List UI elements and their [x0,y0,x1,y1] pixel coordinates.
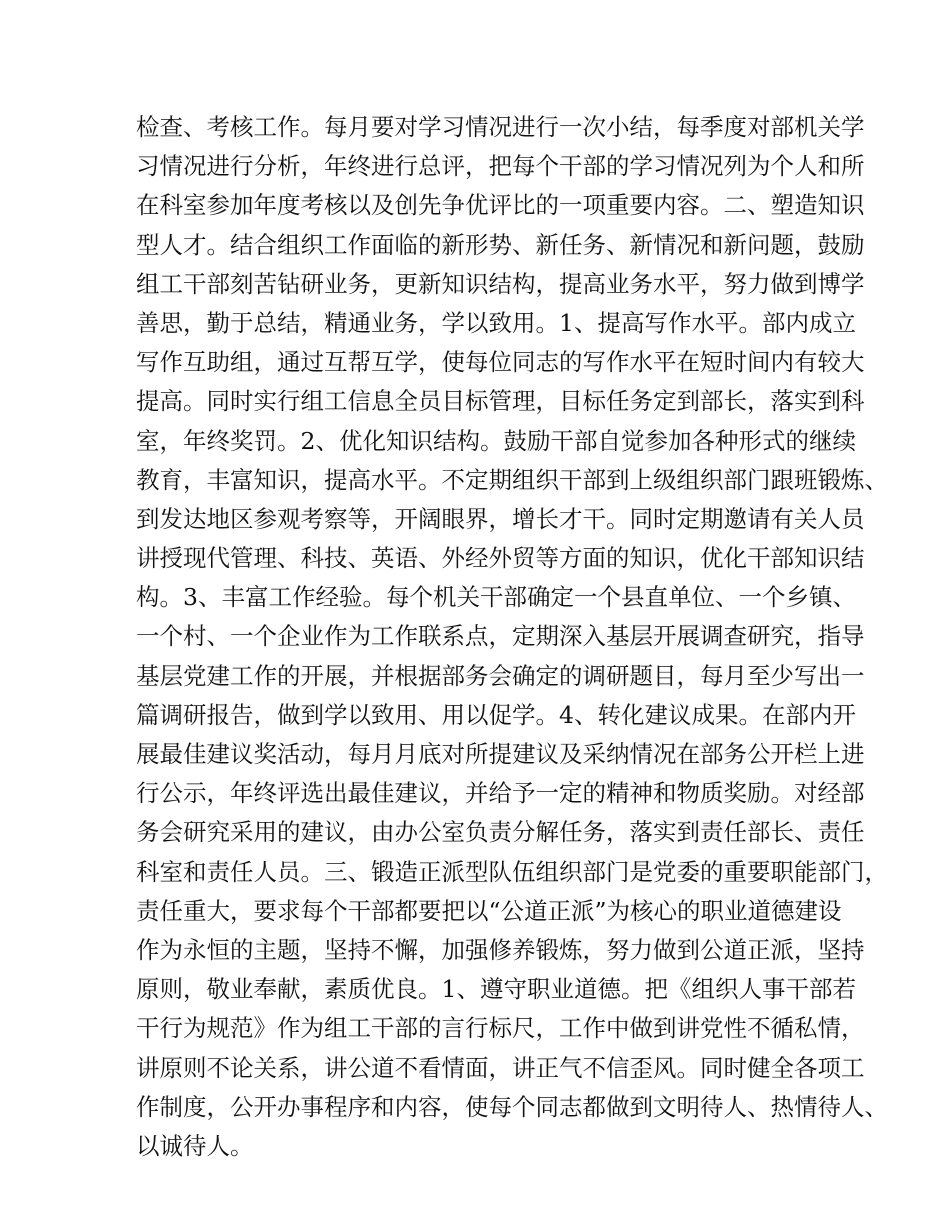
text-line: 讲原则不论关系，讲公道不看情面，讲正气不信歪风。同时健全各项工 [136,1053,865,1082]
body-text [136,108,888,1166]
text-line: 基层党建工作的开展，并根据部务会确定的调研题目，每月至少写出一 [136,661,865,690]
text-line: 责任重大，要求每个干部都要把以“公道正派”为核心的职业道德建设 [136,896,842,925]
text-line: 组工干部刻苦钻研业务，更新知识结构，提高业务水平，努力做到博学 [136,269,865,298]
text-line: 以诚待人。 [136,1131,254,1160]
text-line: 原则，敬业奉献，素质优良。1、遵守职业道德。把《组织人事干部若 [136,975,856,1004]
text-line: 室，年终奖罚。2、优化知识结构。鼓励干部自觉参加各种形式的继续 [136,426,856,455]
text-line: 提高。同时实行组工信息全员目标管理，目标任务定到部长，落实到科 [136,387,865,416]
text-line: 作制度，公开办事程序和内容，使每个同志都做到文明待人、热情待人、 [136,1092,888,1121]
text-line: 教育，丰富知识，提高水平。不定期组织干部到上级组织部门跟班锻炼、 [136,465,888,494]
text-line: 构。3、丰富工作经验。每个机关干部确定一个县直单位、一个乡镇、 [136,583,856,612]
text-line: 讲授现代管理、科技、英语、外经外贸等方面的知识，优化干部知识结 [136,544,865,573]
text-line: 写作互助组，通过互帮互学，使每位同志的写作水平在短时间内有较大 [136,348,865,377]
text-line: 篇调研报告，做到学以致用、用以促学。4、转化建议成果。在部内开 [136,700,856,729]
text-line: 习情况进行分析，年终进行总评，把每个干部的学习情况列为个人和所 [136,152,865,181]
text-line: 行公示，年终评选出最佳建议，并给予一定的精神和物质奖励。对经部 [136,779,865,808]
text-line: 型人才。结合组织工作面临的新形势、新任务、新情况和新问题，鼓励 [136,230,865,259]
text-line: 展最佳建议奖活动，每月月底对所提建议及采纳情况在部务公开栏上进 [136,740,865,768]
text-line: 检查、考核工作。每月要对学习情况进行一次小结，每季度对部机关学 [136,113,865,141]
text-line: 一个村、一个企业作为工作联系点，定期深入基层开展调查研究，指导 [136,622,865,651]
text-line: 善思，勤于总结，精通业务，学以致用。1、提高写作水平。部内成立 [136,308,856,337]
text-line: 务会研究采用的建议，由办公室负责分解任务，落实到责任部长、责任 [136,818,865,847]
text-line: 在科室参加年度考核以及创先争优评比的一项重要内容。二、塑造知识 [136,191,865,220]
text-line: 到发达地区参观考察等，开阔眼界，增长才干。同时定期邀请有关人员 [136,504,865,533]
text-line: 科室和责任人员。三、锻造正派型队伍组织部门是党委的重要职能部门， [136,857,888,886]
text-line: 作为永恒的主题，坚持不懈，加强修养锻炼，努力做到公道正派，坚持 [136,935,865,964]
text-line: 干行为规范》作为组工干部的言行标尺，工作中做到讲党性不循私情， [136,1014,865,1043]
